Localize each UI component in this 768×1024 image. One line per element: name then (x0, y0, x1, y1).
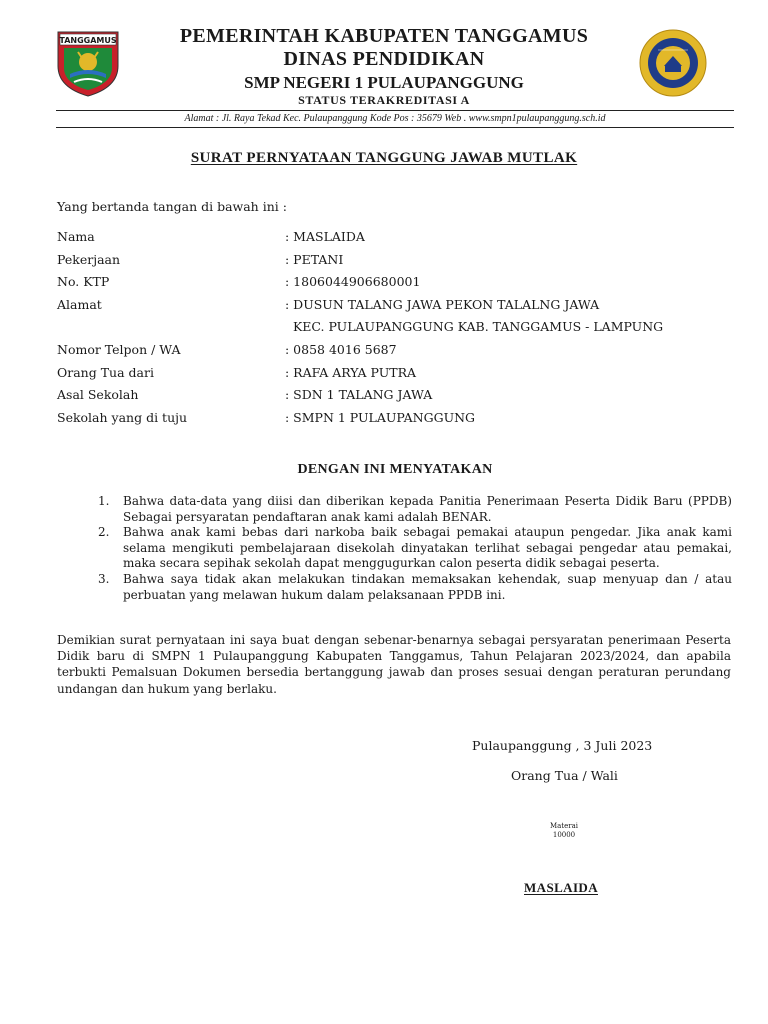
field-value: : DUSUN TALANG JAWA PEKON TALALNG JAWA (285, 296, 600, 312)
header-rule-bottom (56, 127, 734, 128)
list-item-number: 3. (98, 571, 110, 586)
letterhead (120, 24, 648, 108)
accreditation-status: STATUS TERAKREDITASI A (298, 93, 470, 107)
stamp-value: 10000 (552, 831, 576, 839)
field-value: : RAFA ARYA PUTRA (285, 364, 417, 380)
list-item (98, 494, 732, 525)
list-item-number: 2. (98, 525, 110, 540)
declaration-heading: DENGAN INI MENYATAKAN (297, 462, 493, 477)
list-item-number: 1. (98, 494, 110, 508)
stamp-label: Materai (549, 822, 579, 830)
declaration-list (98, 494, 732, 603)
header-rule-top (56, 110, 734, 111)
field-value: : SMPN 1 PULAUPANGGUNG (285, 409, 476, 425)
field-label: Alamat (57, 296, 102, 312)
tanggamus-regency-logo-icon (54, 28, 122, 98)
field-label: Nomor Telpon / WA (57, 342, 181, 357)
list-item (98, 572, 732, 603)
school-seal-icon (638, 28, 708, 98)
school-name: SMP NEGERI 1 PULAUPANGGUNG (244, 73, 524, 92)
field-value: : PETANI (285, 251, 344, 267)
signer-role: Orang Tua / Wali (511, 768, 618, 783)
field-value: : 1806044906680001 (285, 274, 421, 289)
intro-text: Yang bertanda tangan di bawah ini : (57, 199, 287, 214)
field-label: Pekerjaan (57, 251, 121, 267)
field-label: Asal Sekolah (57, 387, 139, 402)
signer-name: MASLAIDA (524, 880, 598, 895)
document-title (0, 150, 768, 167)
list-item-text: Bahwa data-data yang diisi dan diberikan kepada Panitia Penerimaan Peserta Didik Baru (PPDB) Sebagai persyaratan pendaftaran anak kami adalah BENAR. (123, 494, 732, 524)
field-label: Sekolah yang di tuju (57, 409, 188, 425)
stamp-duty-placeholder (534, 822, 594, 840)
list-item (98, 525, 732, 572)
government-name: PEMERINTAH KABUPATEN TANGGAMUS (179, 25, 589, 47)
field-value: KEC. PULAUPANGGUNG KAB. TANGGAMUS - LAMPUNG (285, 319, 664, 334)
department-name: DINAS PENDIDIKAN (283, 48, 485, 70)
field-value: : 0858 4016 5687 (285, 342, 397, 357)
logo-left-label: TANGGAMUS (59, 36, 117, 45)
closing-paragraph: Demikian surat pernyataan ini saya buat dengan sebenar-benarnya sebagai persyaratan penerimaan Peserta Didik baru di SMPN 1 Pulaupanggung Kabupaten Tanggamus, Tahun Pelajaran 2023/2024, dan apabila terbukti Pemalsuan Dokumen bersedia bertanggung jawab dan proses sesuai dengan peraturan perundang undangan dan hukum yang berlaku. (57, 633, 731, 696)
school-address: Alamat : Jl. Raya Tekad Kec. Pulaupanggung Kode Pos : 35679 Web . www.smpn1pulaupanggung.sch.id (184, 113, 606, 124)
document-title-text: SURAT PERNYATAAN TANGGUNG JAWAB MUTLAK (190, 150, 578, 166)
field-value: : MASLAIDA (285, 229, 365, 244)
field-label: Orang Tua dari (57, 364, 154, 380)
list-item-text: Bahwa saya tidak akan melakukan tindakan memaksakan kehendak, suap menyuap dan / atau perbuatan yang melawan hukum dalam pelaksanaan PPDB ini. (123, 571, 732, 602)
place-and-date: Pulaupanggung , 3 Juli 2023 (472, 738, 653, 753)
list-item-text: Bahwa anak kami bebas dari narkoba baik sebagai pemakai ataupun pengedar. Jika anak kami selama mengikuti pembelajaraan disekolah dinyatakan terlihat sebagai pengedar atau pemakai, maka secara sepihak sekolah dapat menggugurkan calon peserta didik sebagai peserta. (123, 525, 732, 571)
field-value: : SDN 1 TALANG JAWA (285, 387, 433, 402)
field-label: Nama (57, 229, 95, 244)
field-label: No. KTP (57, 274, 110, 289)
